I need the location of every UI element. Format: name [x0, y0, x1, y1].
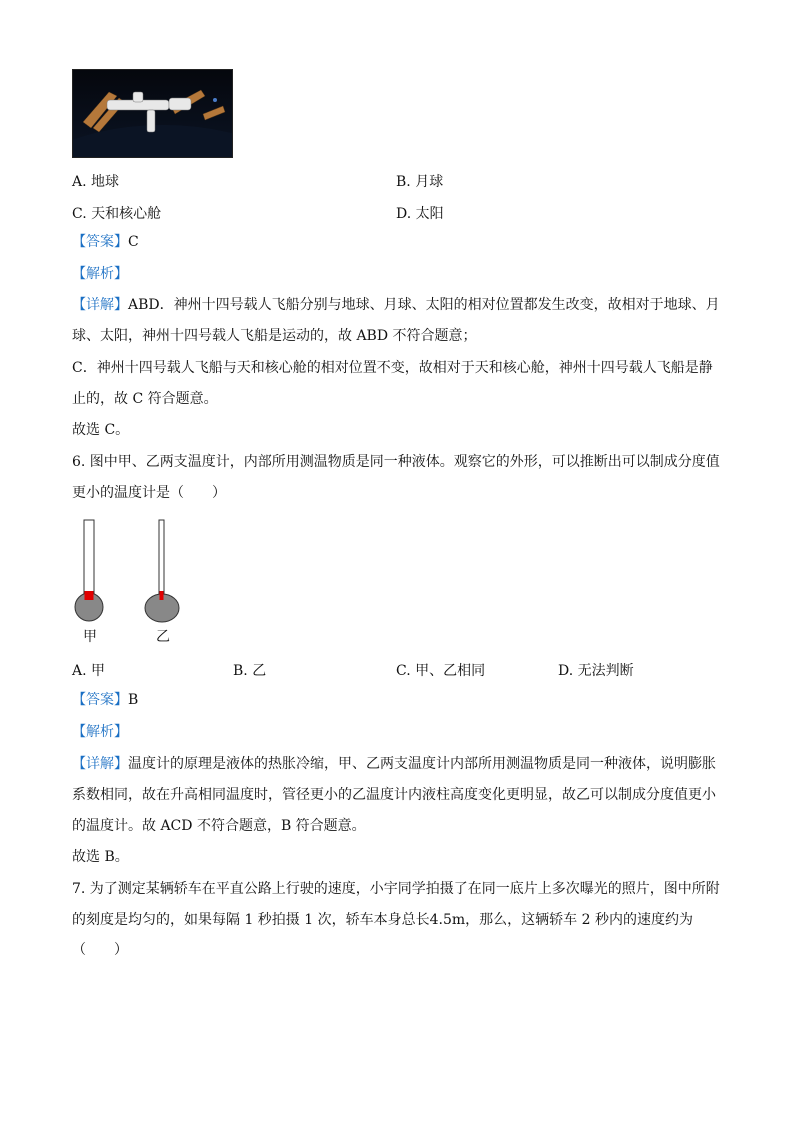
- q6-analysis-tag: 【解析】: [72, 724, 128, 740]
- q5-option-d: D. 太阳: [396, 206, 444, 222]
- q6-option-c: C. 甲、乙相同: [396, 663, 486, 679]
- thermometer-label-yi: 乙: [156, 629, 170, 645]
- q7-question-line-2: 的刻度是均匀的，如果每隔 1 秒拍摄 1 次，轿车本身总长4.5m，那么，这辆轿车 2 秒内的速度约为: [72, 912, 693, 928]
- q6-choice: 故选 B。: [72, 849, 129, 865]
- q6-option-a: A. 甲: [72, 663, 106, 679]
- q6-detail-line-2: 系数相同，故在升高相同温度时，管径更小的乙温度计内液柱高度变化更明显，故乙可以制成分度值更小: [72, 787, 716, 803]
- q7-question-line-1: 7. 为了测定某辆轿车在平直公路上行驶的速度，小宇同学拍摄了在同一底片上多次曝光的照片，图中所附: [72, 881, 720, 897]
- q6-question-line-1: 6. 图中甲、乙两支温度计，内部所用测温物质是同一种液体。观察它的外形，可以推断出可以制成分度值: [72, 454, 720, 470]
- q5-detail-line-1: 【详解】ABD．神州十四号载人飞船分别与地球、月球、太阳的相对位置都发生改变，故相对于地球、月: [72, 297, 720, 313]
- q5-option-a: A. 地球: [72, 174, 120, 190]
- q5-detail-line-2: 球、太阳，神州十四号载人飞船是运动的，故 ABD 不符合题意；: [72, 328, 477, 344]
- q5-answer: 【答案】C: [72, 234, 139, 250]
- q6-detail-line-1: 【详解】温度计的原理是液体的热胀冷缩，甲、乙两支温度计内部所用测温物质是同一种液体，说明膨胀: [72, 756, 716, 772]
- detail-tag: 【详解】: [72, 297, 128, 313]
- space-station-image: [72, 69, 233, 158]
- thermometer-jia: [75, 520, 103, 621]
- q5-detail-line-4: 止的，故 C 符合题意。: [72, 391, 218, 407]
- q5-detail-line-3: C．神州十四号载人飞船与天和核心舱的相对位置不变，故相对于天和核心舱，神州十四号载人飞船是静: [72, 360, 713, 376]
- q6-detail-line-3: 的温度计。故 ACD 不符合题意，B 符合题意。: [72, 818, 366, 834]
- q5-option-c: C. 天和核心舱: [72, 206, 162, 222]
- answer-tag: 【答案】: [72, 234, 128, 250]
- q5-choice: 故选 C。: [72, 422, 130, 438]
- q7-question-line-3: （ ）: [72, 942, 128, 958]
- thermometer-label-jia: 甲: [83, 629, 97, 645]
- q5-option-b: B. 月球: [396, 174, 444, 190]
- thermometer-yi: [145, 520, 179, 622]
- thermometer-figure: [70, 515, 200, 627]
- q6-option-b: B. 乙: [233, 663, 267, 679]
- q6-option-d: D. 无法判断: [558, 663, 634, 679]
- q6-question-line-2: 更小的温度计是（ ）: [72, 485, 226, 501]
- q6-answer: 【答案】B: [72, 692, 139, 708]
- q5-analysis-tag: 【解析】: [72, 266, 128, 282]
